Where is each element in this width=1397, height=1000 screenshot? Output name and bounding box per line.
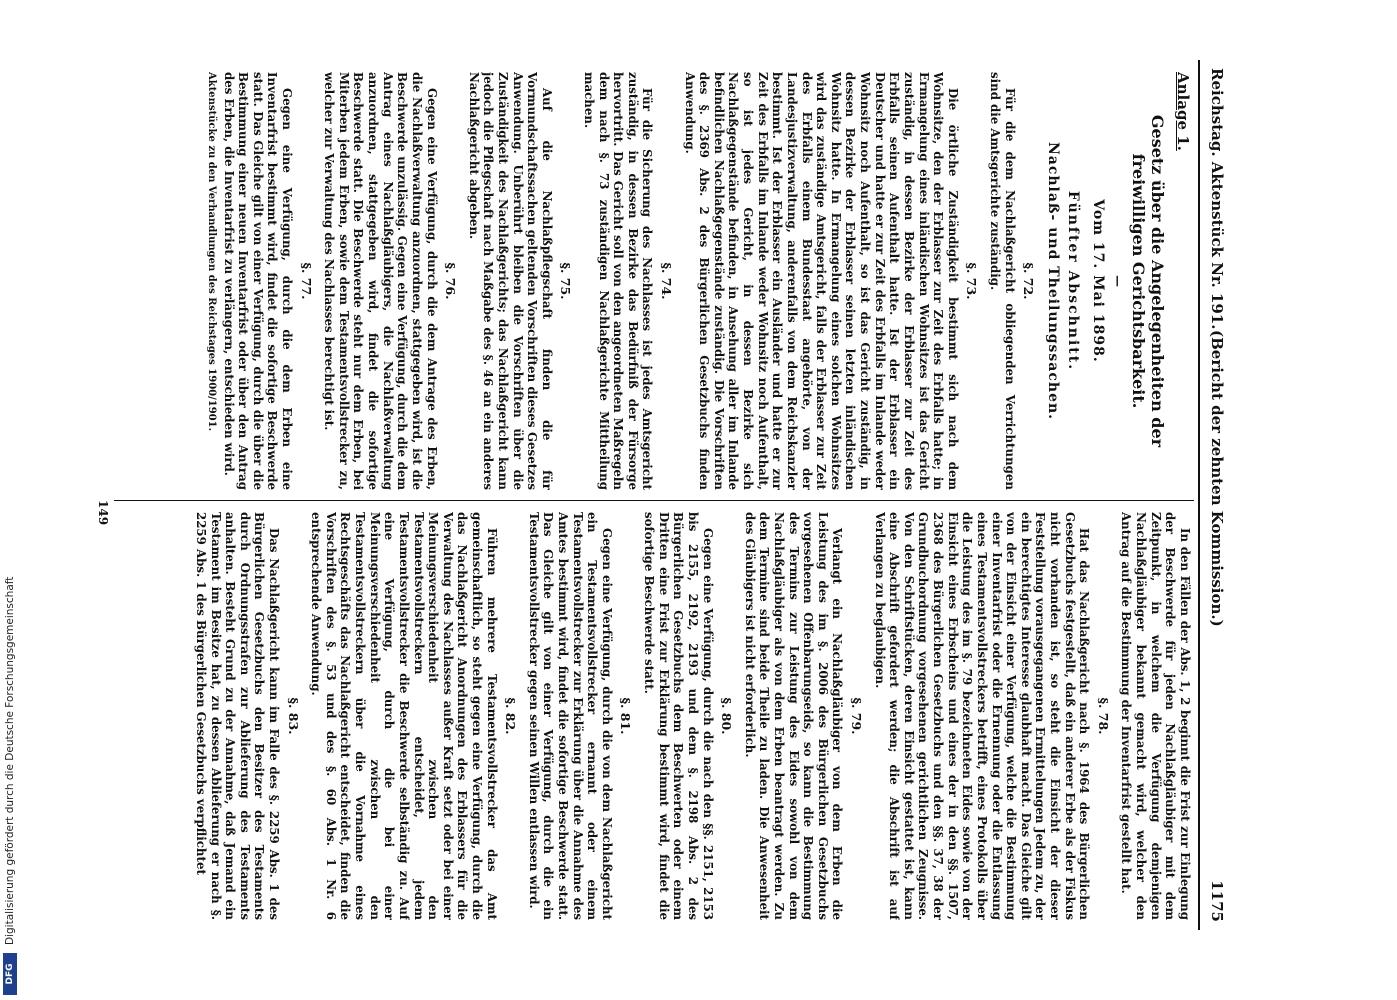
paragraph-text: Auf die Nachlaßpflegschaft finden die für Vormundschaftssachen geltenden Vorschriften dieses Gesetzes Anwendung. Unberührt bleiben die Vorschriften über die Zuständigkeit des Nachlaßgerichts; das Nachlaßgericht kann jedoch die Pflegschaft nach Maßgabe des §. 46 an ein anderes Nachlaßgericht abgeben. — [466, 72, 554, 490]
law-title: Gesetz über die Angelegenheiten der freiwilligen Gerichtsbarkeit. — [1128, 114, 1168, 448]
paragraph-label: §. 78. — [1095, 697, 1111, 735]
left-column — [92, 72, 1192, 490]
dfg-logo — [3, 953, 17, 995]
header-rule — [1198, 60, 1200, 930]
page-footer-number: 149 — [96, 500, 110, 526]
paragraph-label: §. 77. — [298, 262, 314, 300]
paragraph-text: Die örtliche Zuständigkeit bestimmt sich nach dem Wohnsitze, den der Erblasser zur Zeit des Erbfalls hatte; in Ermangelung eines inländischen Wohnsitzes ist das Gericht zuständig, in dessen Bezirke der Erblasser zur Zeit des Erbfalls seinen Aufenthalt hatte. Ist der Erblasser ein Deutscher und hatte er zur Zeit des Erbfalls im Inlande weder Wohnsitz noch Aufenthalt, so ist das Gericht zuständig, in dessen Bezirke der Erblasser seinen letzten inländischen Wohnsitz hatte. In Ermangelung eines solchen Wohnsitzes wird das zuständige Amtsgericht, falls der Erblasser zur Zeit des Erbfalls einem Bundesstaat angehörte, von der Landesjustizverwaltung, anderenfalls von dem Reichskanzler bestimmt. Ist der Erblasser ein Ausländer und hatte er zur Zeit des Erbfalls im Inlande weder Wohnsitz noch Aufenthalt, so ist jedes Gericht, in dessen Bezirke sich Nachlaßgegenstände befinden, in Ansehung aller im Inlande befindlichen Nachlaßgegenstände zuständig. Die Vorschriften des §. 2369 Abs. 2 des Bürgerlichen Gesetzbuchs finden Anwendung. — [682, 72, 960, 490]
paragraph-label: §. 82. — [503, 697, 519, 735]
column-divider — [114, 500, 1194, 501]
paragraph-label: §. 79. — [849, 697, 864, 735]
digitization-credit-strip — [0, 0, 22, 1000]
paragraph-text: Gegen eine Verfügung, durch die nach den §§. 2151, 2153 bis 2155, 2192, 2193 und dem §. 2198 Abs. 2 des Bürgerlichen Gesetzbuchs dem Beschwerten oder einem Dritten eine Frist zur Erklärung bestimmt wird, findet die sofortige Beschwerde statt. — [642, 512, 715, 920]
continued-text: In den Fällen der Abs. 1, 2 beginnt die Frist zur Einlegung der Beschwerde für jeden Nachlaßgläubiger mit dem Zeitpunkt, in welchem die Verfügung demjenigen Nachlaßgläubiger bekannt gemacht wird, welcher den Antrag auf die Bestimmung der Inventarfrist gestellt hat. — [1119, 512, 1192, 920]
paragraph-text: Verlangt ein Nachlaßgläubiger von dem Erben die Leistung des im §. 2006 des Bürgerlichen Gesetzbuchs vorgesehenen Offenbarungseids, so kann die Bestimmung des Termins zur Leistung des Eides sowohl von dem Nachlaßgläubiger als von dem Erben beantragt werden. Zu dem Termine sind beide Theile zu laden. Die Anwesenheit des Gläubigers ist nicht erforderlich. — [742, 512, 845, 920]
law-date: Vom 17. Mai 1898. — [1090, 199, 1107, 363]
title-dash: — — [1110, 275, 1125, 287]
dfg-logo-text: DFG — [5, 963, 15, 985]
right-column — [92, 512, 1192, 920]
running-head-left: Reichstag. Aktenstück Nr. 191. — [1208, 68, 1226, 330]
paragraph-label: §. 81. — [618, 697, 634, 735]
paragraph-text: Gegen eine Verfügung, durch die von dem Nachlaßgericht ein Testamentsvollstrecker ernannt oder einem Testamentsvollstrecker zur Erklärung über die Annahme des Amtes bestimmt wird, findet die sofortige Beschwerde statt. Das Gleiche gilt von einer Verfügung, durch die ein Testamentsvollstrecker gegen seinen Willen entlassen wird. — [526, 512, 614, 920]
paragraph-label: §. 72. — [1021, 262, 1037, 300]
paragraph-label: §. 74. — [658, 262, 674, 300]
digitization-credit-text: Digitalisierung gefördert durch die Deutsche Forschungsgemeinschaft — [4, 576, 16, 945]
page-number: 1175 — [1208, 880, 1226, 922]
paragraph-label: §. 75. — [558, 262, 574, 300]
paragraph-text: Gegen eine Verfügung, durch die dem Erben eine Inventarfrist bestimmt wird, findet die sofortige Beschwerde statt. Das Gleiche gilt von einer Verfügung, durch die über die Bestimmung einer neuen Inventarfrist oder über den Antrag des Erben, die Inventarfrist zu verlängern, entschieden wird. — [221, 72, 295, 490]
paragraph-text: Hat das Nachlaßgericht nach §. 1964 des Bürgerlichen Gesetzbuchs festgestellt, daß ein anderer Erbe als der Fiskus nicht vorhanden ist, so steht die Einsicht der dieser Feststellung vorausgegangenen Ermittelungen Jedem zu, der ein berechtigtes Interesse glaubhaft macht. Das Gleiche gilt von der Einsicht einer Verfügung, welche die Bestimmung einer Inventarfrist oder die Ernennung oder die Entlassung eines Testamentsvollstreckers betrifft, eines Protokolls über die Leistung des im §. 79 bezeichneten Eides sowie von der Einsicht eines Erbscheins und eines der in den §§. 1507, 2368 des Bürgerlichen Gesetzbuchs und den §§. 37, 38 der Grundbuchordnung vorgesehenen gerichtlichen Zeugnisse. Von den Schriftstücken, deren Einsicht gestattet ist, kann eine Abschrift gefordert werden; die Abschrift ist auf Verlangen zu beglaubigen. — [872, 512, 1092, 920]
paragraph-label: §. 83. — [285, 697, 301, 735]
annex-label: Anlage 1. — [1174, 72, 1192, 151]
paragraph-text: Für die Sicherung des Nachlasses ist jedes Amtsgericht zuständig, in dessen Bezirke das Bedürfniß der Fürsorge hervortritt. Das Gericht soll von den angeordneten Maßregeln dem nach §. 73 zuständigen Nachlaßgerichte Mittheilung machen. — [581, 72, 655, 490]
paragraph-text: Für die dem Nachlaßgericht obliegenden Verrichtungen sind die Amtsgerichte zuständig. — [987, 72, 1017, 490]
running-head — [1202, 60, 1230, 930]
paragraph-label: §. 80. — [719, 697, 735, 735]
page-viewport — [64, 60, 1230, 930]
section-subheading: Nachlaß- und Theilungssachen. — [1045, 141, 1062, 421]
scanned-page — [64, 60, 1230, 930]
paragraph-text: Gegen eine Verfügung, durch die dem Antrage des Erben, die Nachlaßverwaltung anzuordnen, stattgegeben wird, ist die Beschwerde unzulässig. Gegen eine Verfügung, durch die dem Antrag eines Nachlaßgläubigers, die Nachlaßverwaltung anzuordnen, stattgegeben wird, findet die sofortige Beschwerde statt. Die Beschwerde steht nur dem Erben, bei Miterben jedem Erben, sowie dem Testamentsvollstrecker zu, welcher zur Verwaltung des Nachlasses berechtigt ist. — [322, 72, 439, 490]
paragraph-text: Führen mehrere Testamentsvollstrecker das Amt gemeinschaftlich, so steht gegen eine Verfügung, durch die das Nachlaßgericht Anordnungen des Erblassers für die Verwaltung des Nachlasses außer Kraft setzt oder bei einer Meinungsverschiedenheit zwischen den Testamentsvollstreckern entscheidet, jedem Testamentsvollstrecker die Beschwerde selbständig zu. Auf eine Verfügung, durch die bei einer Meinungsverschiedenheit zwischen den Testamentsvollstreckern über die Vornahme eines Rechtsgeschäfts das Nachlaßgericht entscheidet, finden die Vorschriften des §. 53 und des §. 60 Abs. 1 Nr. 6 entsprechende Anwendung. — [309, 512, 499, 920]
volume-stamp: Aktenstücke zu den Verhandlungen des Reichstages 1900/1901. — [205, 72, 217, 432]
paragraph-label: §. 76. — [443, 262, 459, 300]
paragraph-label: §. 73. — [964, 262, 980, 300]
section-heading: Fünfter Abschnitt. — [1064, 190, 1081, 372]
running-head-center: (Bericht der zehnten Kommission.) — [1208, 330, 1226, 627]
paragraph-text: Das Nachlaßgericht kann im Falle des §. 2259 Abs. 1 des Bürgerlichen Gesetzbuchs den Besitzer des Testaments durch Ordnungsstrafen zur Ablieferung des Testaments anhalten. Besteht Grund zu der Annahme, daß Jemand ein Testament im Besitze hat, zu dessen Ablieferung er nach §. 2259 Abs. 1 des Bürgerlichen Gesetzbuchs verpflichtet — [194, 512, 282, 920]
